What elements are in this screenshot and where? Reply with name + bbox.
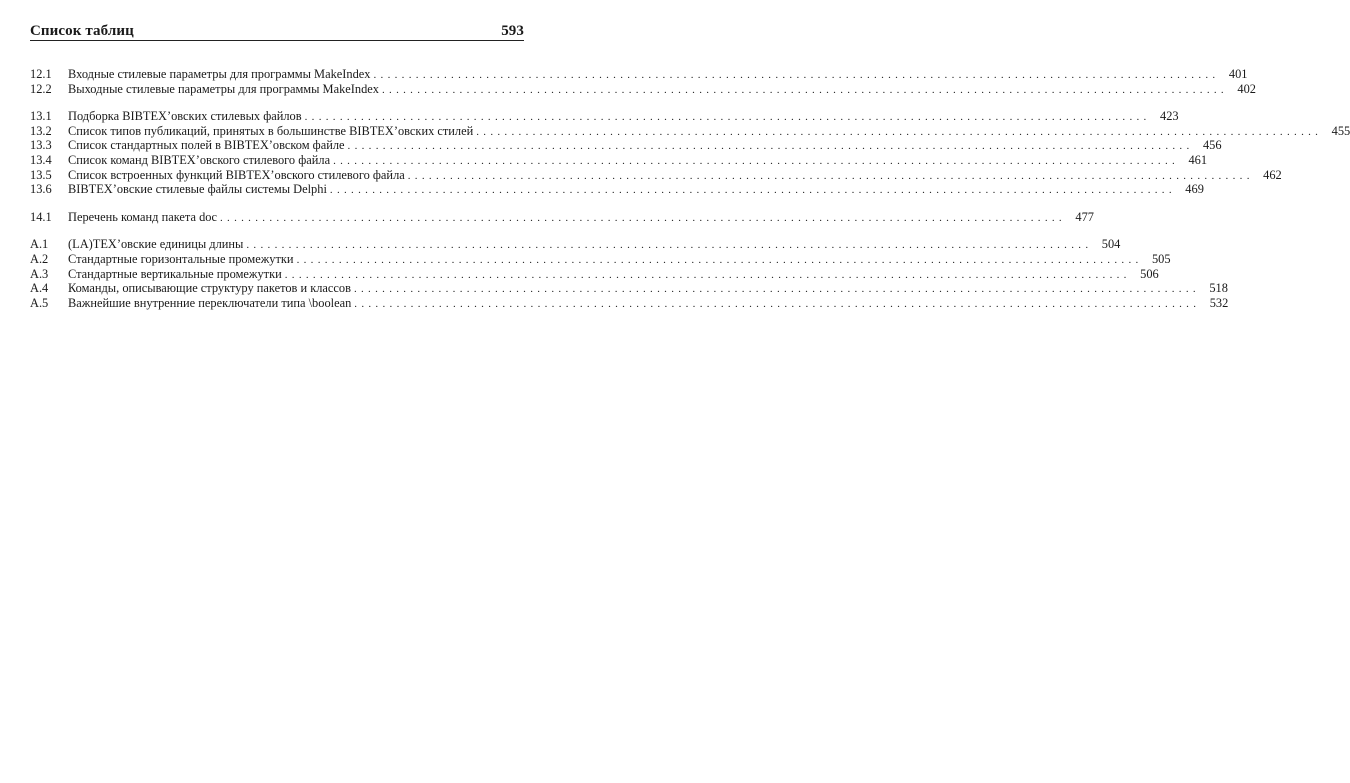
toc-entry-page: 461: [1188, 152, 1208, 167]
toc-entry-number: A.3: [30, 266, 49, 281]
toc-entry: [30, 281, 1228, 296]
list-of-tables: [30, 67, 1350, 323]
toc-entry-title: Команды, описывающие структуру пакетов и классов: [68, 281, 351, 296]
toc-dot-leader: ........................................................................................................................: [476, 125, 1323, 138]
toc-dot-leader: ........................................................................................................................: [304, 111, 1151, 124]
toc-entry-number: 12.1: [30, 67, 52, 81]
toc-dot-leader: ........................................................................................................................: [354, 297, 1201, 310]
toc-dot-leader: ........................................................................................................................: [284, 268, 1131, 281]
running-head-rule: [30, 40, 524, 41]
toc-entry-title: Стандартные вертикальные промежутки: [68, 266, 282, 281]
toc-entry-title: BIBTEX’овские стилевые файлы системы Delphi: [68, 182, 327, 197]
toc-entry: [30, 109, 1179, 124]
toc-entry-number: 13.2: [30, 123, 52, 138]
running-head-page-number: 593: [501, 23, 524, 39]
toc-dot-leader: ........................................................................................................................: [296, 253, 1143, 266]
toc-dot-leader: ........................................................................................................................: [329, 184, 1176, 197]
toc-entry-page: 518: [1209, 281, 1228, 296]
toc-entry-title: Список стандартных полей в BIBTEX’овском файле: [68, 138, 345, 153]
toc-dot-leader: ........................................................................................................................: [347, 140, 1194, 153]
toc-entry-number: 14.1: [30, 209, 52, 224]
toc-entry-page: 532: [1209, 295, 1229, 310]
toc-entry-page: 477: [1075, 209, 1094, 224]
toc-dot-leader: ........................................................................................................................: [246, 239, 1093, 252]
toc-group: [30, 67, 1256, 96]
toc-entry-number: 13.6: [30, 182, 52, 197]
toc-dot-leader: ........................................................................................................................: [333, 154, 1180, 167]
toc-entry: [30, 237, 1121, 252]
toc-entry-number: 13.3: [30, 138, 52, 153]
toc-entry-number: A.5: [30, 295, 49, 310]
toc-entry-title: (LA)TEX’овские единицы длины: [68, 237, 244, 252]
toc-entry: [30, 81, 1256, 97]
toc-group: [30, 109, 1350, 197]
toc-entry-number: A.2: [30, 251, 49, 266]
toc-entry: [30, 167, 1282, 183]
toc-entry: [30, 152, 1208, 168]
toc-entry-number: 13.1: [30, 109, 52, 124]
toc-entry: [30, 295, 1229, 311]
toc-dot-leader: ........................................................................................................................: [407, 169, 1254, 182]
toc-dot-leader: ........................................................................................................................: [373, 69, 1220, 81]
toc-entry-title: Список встроенных функций BIBTEX’овского стилевого файла: [68, 167, 405, 182]
toc-entry-page: 504: [1101, 237, 1121, 252]
toc-entry-page: 505: [1151, 251, 1171, 266]
toc-entry: [30, 251, 1171, 267]
toc-entry: [30, 266, 1159, 282]
toc-entry-page: 423: [1160, 109, 1179, 124]
toc-entry: [30, 209, 1094, 225]
toc-entry-title: Подборка BIBTEX’овских стилевых файлов: [68, 109, 302, 124]
toc-entry-page: 506: [1140, 266, 1159, 281]
toc-entry-page: 402: [1237, 81, 1256, 96]
toc-entry: [30, 182, 1204, 197]
toc-dot-leader: ........................................................................................................................: [381, 83, 1228, 96]
toc-entry-page: 469: [1185, 182, 1204, 197]
toc-entry-page: 456: [1202, 138, 1222, 153]
toc-dot-leader: ........................................................................................................................: [219, 211, 1066, 224]
toc-dot-leader: ........................................................................................................................: [353, 283, 1200, 296]
toc-entry-title: Выходные стилевые параметры для программы MakeIndex: [68, 81, 379, 96]
toc-entry-title: Перечень команд пакета doc: [68, 209, 217, 224]
toc-entry: [30, 123, 1350, 139]
running-head-title: Список таблиц: [30, 23, 134, 39]
running-head: [30, 18, 524, 40]
toc-entry-number: A.1: [30, 237, 49, 252]
toc-entry-number: 13.4: [30, 152, 52, 167]
toc-entry: [30, 138, 1222, 153]
toc-entry-page: 455: [1331, 123, 1350, 138]
toc-entry-title: Важнейшие внутренние переключатели типа \boolean: [68, 295, 352, 310]
toc-entry-title: Список команд BIBTEX’овского стилевого файла: [68, 152, 331, 167]
toc-entry-page: 462: [1263, 167, 1282, 182]
toc-entry-title: Входные стилевые параметры для программы MakeIndex: [68, 67, 371, 81]
toc-entry: [30, 67, 1248, 82]
toc-entry-number: 12.2: [30, 81, 52, 96]
toc-group: [30, 237, 1229, 310]
toc-entry-page: 401: [1228, 67, 1248, 81]
toc-entry-number: 13.5: [30, 167, 52, 182]
toc-entry-number: A.4: [30, 281, 49, 296]
toc-entry-title: Стандартные горизонтальные промежутки: [68, 251, 294, 266]
toc-entry-title: Список типов публикаций, принятых в большинстве BIBTEX’овских стилей: [68, 123, 474, 138]
toc-group: [30, 209, 1094, 225]
